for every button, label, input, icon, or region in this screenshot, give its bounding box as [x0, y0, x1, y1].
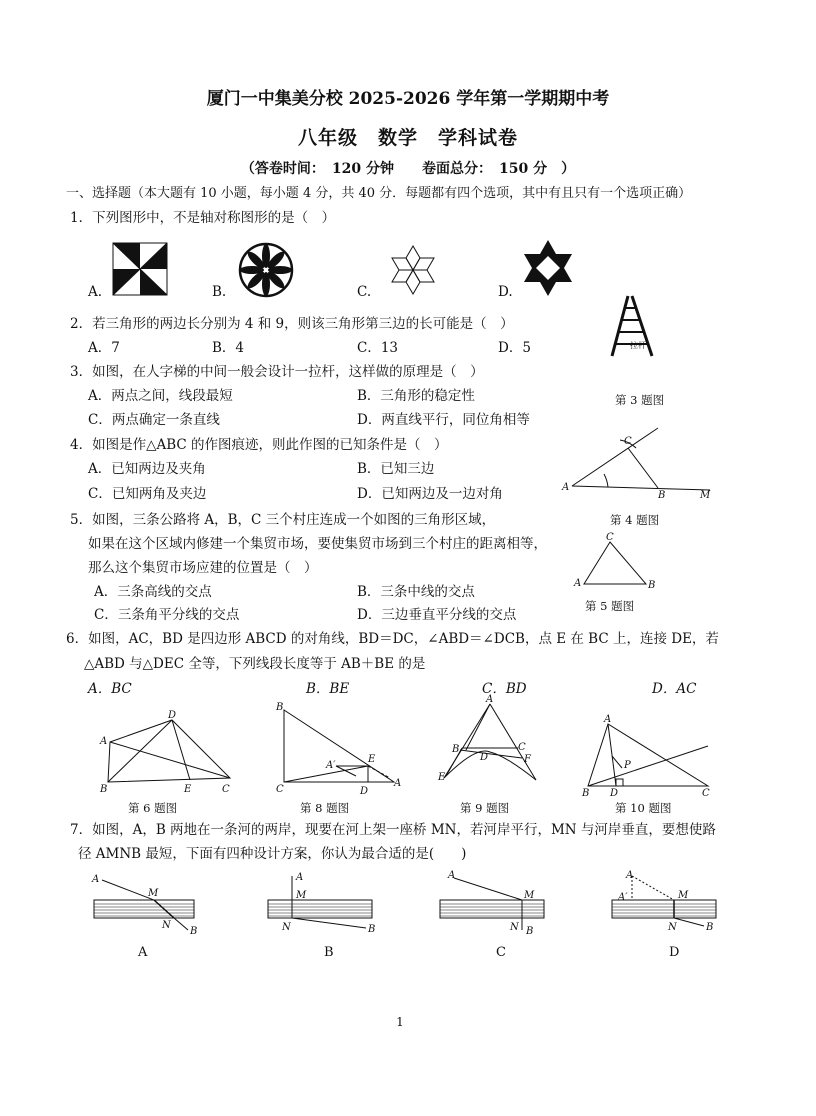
q1-stem: 1．下列图形中，不是轴对称图形的是（ ）	[70, 210, 336, 226]
q6-stem-2: △ABD 与△DEC 全等，下列线段长度等于 AB＋BE 的是	[84, 656, 426, 672]
q2-stem: 2．若三角形的两边长分别为 4 和 9，则该三角形第三边的长可能是（ ）	[70, 316, 514, 332]
svg-text:B: B	[190, 926, 198, 937]
q6-opt-b: B．BE	[306, 681, 350, 697]
svg-text:M: M	[148, 888, 159, 899]
q6-stem-1: 6．如图，AC，BD 是四边形 ABCD 的对角线，BD＝DC，∠ABD＝∠DCB，点 E 在 BC 上，连接 DE，若	[66, 631, 719, 647]
q1-opt-d: D.	[498, 284, 513, 300]
q2-opt-c: C．13	[357, 340, 399, 356]
q2-opt-a: A．7	[88, 340, 120, 356]
svg-text:A: A	[100, 736, 108, 747]
fig6-caption: 第 6 题图	[128, 801, 178, 815]
q5-triangle-figure	[572, 534, 662, 594]
svg-text:B: B	[368, 924, 376, 935]
svg-text:D: D	[360, 786, 369, 797]
q4-opt-a: A．已知两边及夹角	[88, 461, 206, 477]
page-number: 1	[396, 1015, 404, 1029]
q4-opt-d: D．已知两边及一边对角	[357, 486, 503, 502]
q7-opt-d: D	[669, 945, 680, 960]
svg-text:A: A	[604, 714, 612, 725]
flower-circle-figure	[236, 242, 296, 298]
svg-text:A: A	[448, 870, 456, 881]
q2-opt-b: B．4	[212, 340, 245, 356]
svg-text:E: E	[184, 784, 192, 795]
svg-text:D: D	[610, 788, 619, 799]
svg-text:E: E	[368, 754, 376, 765]
fig6-quadrilateral	[96, 712, 246, 796]
svg-text:N: N	[162, 920, 171, 931]
q4-opt-c: C．已知两角及夹边	[88, 486, 207, 502]
svg-text:A: A	[92, 874, 100, 885]
svg-text:M: M	[524, 890, 535, 901]
fig8-caption: 第 8 题图	[300, 801, 350, 815]
svg-text:B: B	[658, 490, 666, 501]
fig9-caption: 第 9 题图	[460, 801, 510, 815]
svg-text:B: B	[276, 702, 284, 713]
q3-opt-c: C．两点确定一条直线	[88, 412, 220, 428]
svg-text:D: D	[168, 710, 177, 721]
river-design-c	[436, 870, 556, 940]
svg-text:N: N	[668, 922, 677, 933]
star-figure	[520, 238, 576, 298]
svg-text:M: M	[678, 890, 689, 901]
q4-opt-b: B．已知三边	[357, 461, 435, 477]
q7-opt-b: B	[324, 945, 334, 960]
svg-text:A′: A′	[618, 892, 628, 903]
q3-fig-caption: 第 3 题图	[615, 393, 665, 407]
q6-opt-a: A．BC	[88, 681, 132, 697]
svg-text:C: C	[222, 784, 230, 795]
river-design-a	[88, 870, 208, 940]
q6-opt-d: D．AC	[652, 681, 697, 697]
q3-stem: 3．如图，在人字梯的中间一般会设计一拉杆，这样做的原理是（ ）	[70, 364, 484, 380]
q5-opt-a: A．三条高线的交点	[94, 584, 212, 600]
svg-text:P: P	[624, 760, 631, 771]
svg-text:A′: A′	[326, 760, 336, 771]
svg-text:B: B	[648, 580, 656, 591]
q5-opt-b: B．三条中线的交点	[357, 584, 475, 600]
q3-opt-b: B．三角形的稳定性	[357, 388, 475, 404]
svg-text:A: A	[486, 694, 494, 705]
svg-text:M: M	[700, 490, 711, 501]
q5-stem-2: 如果在这个区域内修建一个集贸市场，要使集贸市场到三个村庄的距离相等，	[88, 536, 547, 552]
svg-text:C: C	[518, 742, 526, 753]
svg-text:A: A	[574, 578, 582, 589]
ladder-label: 拉杆	[630, 341, 646, 350]
svg-text:C: C	[276, 784, 284, 795]
fig10-triangle	[580, 714, 720, 799]
q1-opt-c: C.	[357, 284, 372, 300]
svg-text:C: C	[606, 532, 614, 543]
svg-text:M: M	[296, 890, 307, 901]
svg-text:B: B	[100, 784, 108, 795]
q7-stem-1: 7．如图，A，B 两地在一条河的两岸，现要在河上架一座桥 MN，若河岸平行，MN 与河岸垂直，要想使路	[70, 822, 716, 838]
q2-opt-d: D．5	[498, 340, 531, 356]
svg-text:B: B	[526, 926, 534, 937]
exam-subtitle: 八年级 数学 学科试卷	[297, 127, 518, 149]
q5-opt-c: C．三条角平分线的交点	[94, 607, 240, 623]
q7-stem-2: 径 AMNB 最短，下面有四种设计方案，你认为最合适的是( )	[78, 846, 467, 862]
svg-text:C: C	[624, 436, 632, 447]
fig9-figure	[436, 696, 548, 796]
q6-opt-c: C．BD	[482, 681, 527, 697]
q5-stem-1: 5．如图，三条公路将 A，B，C 三个村庄连成一个如图的三角形区域，	[70, 512, 496, 528]
fig10-caption: 第 10 题图	[615, 801, 672, 815]
hexagon-flower-figure	[378, 240, 448, 300]
svg-text:A: A	[626, 870, 634, 881]
q5-fig-caption: 第 5 题图	[585, 599, 635, 613]
svg-text:N: N	[282, 922, 291, 933]
river-design-b	[262, 870, 382, 940]
svg-text:F: F	[524, 754, 531, 765]
q4-construction-figure	[560, 424, 720, 504]
exam-title: 厦门一中集美分校 2025-2026 学年第一学期期中考	[206, 89, 610, 109]
river-design-d	[608, 870, 728, 940]
q5-stem-3: 那么这个集贸市场应建的位置是（ ）	[88, 560, 318, 576]
q1-opt-b: B.	[212, 284, 227, 300]
pinwheel-figure	[112, 242, 168, 296]
svg-text:C: C	[702, 788, 710, 799]
svg-text:N: N	[510, 922, 519, 933]
q1-opt-a: A.	[88, 284, 103, 300]
svg-text:D: D	[480, 752, 489, 763]
svg-text:A: A	[296, 872, 304, 883]
q4-stem: 4．如图是作△ABC 的作图痕迹，则此作图的已知条件是（ ）	[70, 437, 448, 453]
q7-opt-c: C	[496, 945, 506, 960]
svg-text:B: B	[582, 788, 590, 799]
svg-text:B: B	[452, 744, 460, 755]
svg-text:A: A	[394, 778, 402, 789]
q4-fig-caption: 第 4 题图	[610, 513, 660, 527]
svg-text:A: A	[562, 482, 570, 493]
svg-text:B: B	[706, 922, 714, 933]
q7-opt-a: A	[138, 945, 148, 960]
section-heading: 一、选择题（本大题有 10 小题，每小题 4 分，共 40 分．每题都有四个选项，其中有且只有一个选项正确）	[66, 186, 692, 201]
exam-info: （答卷时间： 120 分钟 卷面总分： 150 分 ）	[240, 161, 576, 177]
q5-opt-d: D．三边垂直平分线的交点	[357, 607, 517, 623]
svg-text:E: E	[438, 772, 446, 783]
fig8-triangle	[272, 702, 402, 796]
q3-opt-d: D．两直线平行，同位角相等	[357, 412, 530, 428]
q3-opt-a: A．两点之间，线段最短	[88, 388, 233, 404]
